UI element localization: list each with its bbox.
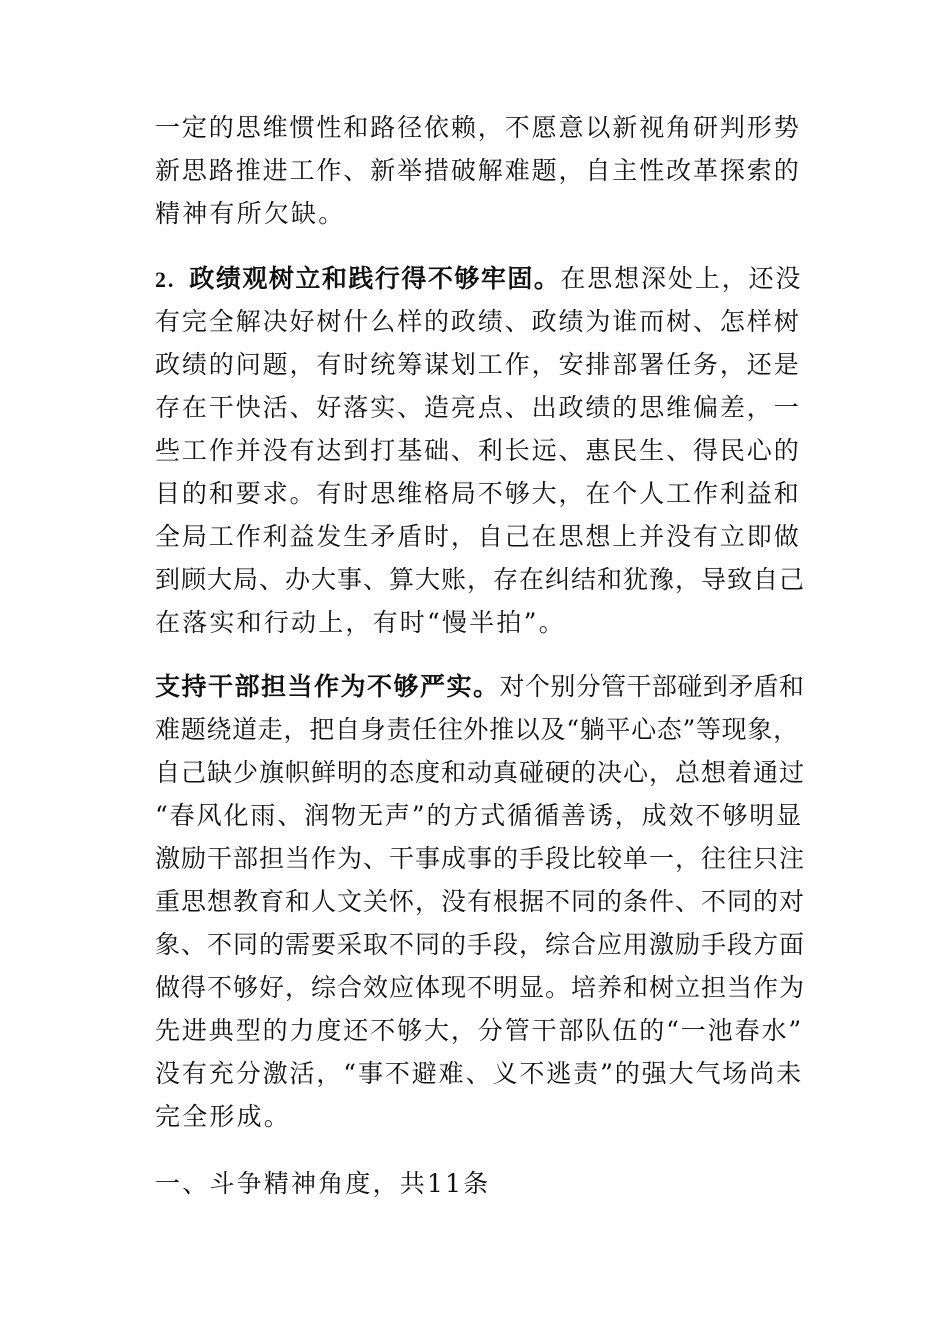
paragraph-1: [155, 106, 805, 235]
paragraph-3-first-line: [155, 665, 805, 708]
text-line: 没有充分激活，“事不避难、义不逃责”的强大气场尚未: [155, 1059, 804, 1088]
paragraph-2-first-line-text: 在思想深处上，还没: [560, 264, 803, 293]
text-line: 全局工作利益发生矛盾时，自己在思想上并没有立即做: [155, 522, 801, 551]
text-line: 新思路推进工作、新举措破解难题，自主性改革探索的: [155, 156, 801, 185]
text-line: 些工作并没有达到打基础、利长远、惠民生、得民心的: [155, 436, 801, 465]
text-line: 存在干快活、好落实、造亮点、出政绩的思维偏差，一: [155, 393, 801, 422]
text-line: 在落实和行动上，有时“慢半拍”。: [155, 608, 566, 637]
paragraph-3-heading: 支持干部担当作为不够严实。: [155, 672, 500, 701]
text-line: 激励干部担当作为、干事成事的手段比较单一，往往只注: [155, 844, 806, 873]
text-line: 象、不同的需要采取不同的手段，综合应用激励手段方面: [155, 930, 806, 959]
text-line: 重思想教育和人文关怀，没有根据不同的条件、不同的对: [155, 887, 806, 916]
text-line: 一定的思维惯性和路径依赖，不愿意以新视角研判形势: [155, 113, 801, 142]
text-line: 到顾大局、办大事、算大账，存在纠结和犹豫，导致自己: [155, 565, 806, 594]
text-line: 难题绕道走，把自身责任往外推以及“躺平心态”等现象，: [155, 715, 799, 744]
paragraph-2: [155, 257, 805, 644]
text-line: 先进典型的力度还不够大，分管干部队伍的“一池春水”: [155, 1016, 804, 1045]
text-line: 有完全解决好树什么样的政绩、政绩为谁而树、怎样树: [155, 307, 801, 336]
text-line: 目的和要求。有时思维格局不够大，在个人工作利益和: [155, 479, 801, 508]
text-line: “春风化雨、润物无声”的方式循循善诱，成效不够明显: [155, 801, 804, 830]
text-line: 精神有所欠缺。: [155, 199, 346, 228]
list-number: 2.: [155, 267, 176, 292]
paragraph-2-heading: 政绩观树立和践行得不够牢固。: [189, 264, 561, 293]
paragraph-3-first-line-text: 对个别分管干部碰到矛盾和: [499, 672, 805, 701]
paragraph-2-first-line: [155, 257, 805, 300]
text-line: 完全形成。: [155, 1102, 292, 1131]
section-heading-block: [155, 1162, 805, 1205]
text-line: 自己缺少旗帜鲜明的态度和动真碰硬的决心，总想着通过: [155, 758, 806, 787]
section-heading: 一、斗争精神角度，共11条: [155, 1169, 491, 1198]
text-line: 做得不够好，综合效应体现不明显。培养和树立担当作为: [155, 973, 806, 1002]
text-line: 政绩的问题，有时统筹谋划工作，安排部署任务，还是: [155, 350, 801, 379]
paragraph-3: [155, 665, 805, 1138]
